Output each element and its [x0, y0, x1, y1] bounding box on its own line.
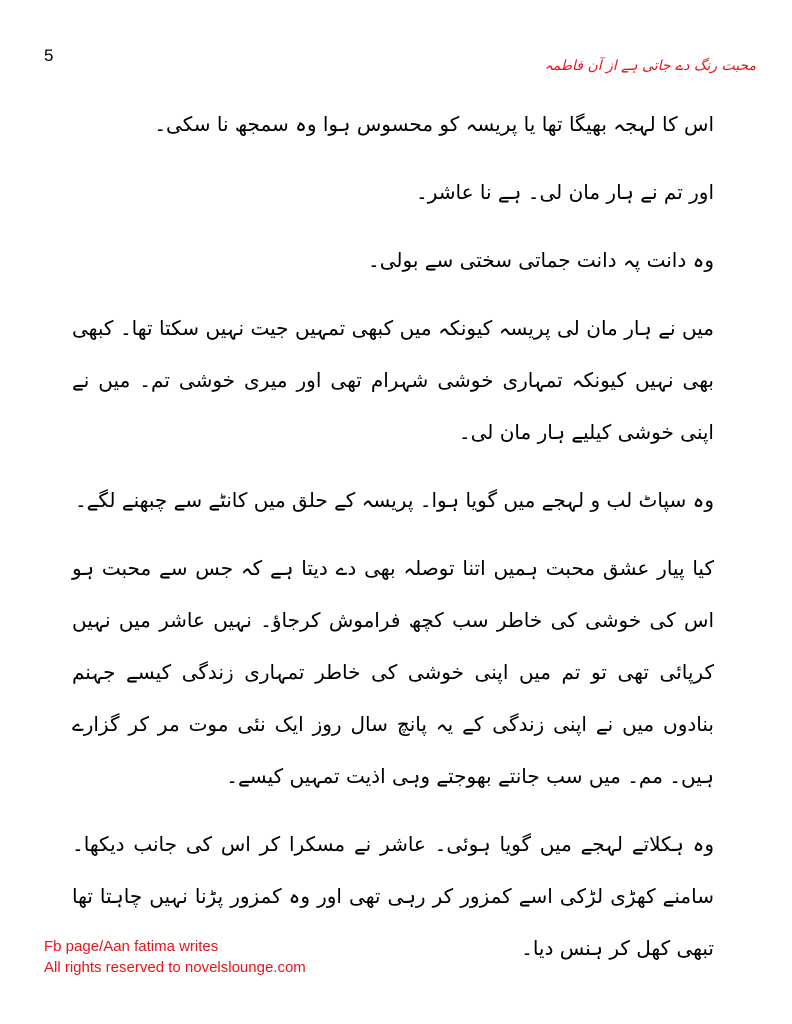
running-header-title: محبت رنگ دے جاتی ہے از آن فاطمہ	[544, 58, 756, 74]
paragraph-2: اور تم نے ہار مان لی۔ ہے نا عاشر۔	[416, 180, 714, 204]
footer-fb-page: Fb page/Aan fatima writes	[44, 938, 219, 955]
story-body	[72, 98, 714, 974]
paragraph-6: کیا پیار عشق محبت ہمیں اتنا توصلہ بھی دے دیتا ہے کہ جس سے محبت ہو اس کی خوشی کی خاطر سب کچھ فراموش کرجاؤ۔ نہیں عاشر میں نہیں کرپائی تھی تو تم میں اپنی خوشی کی خاطر تمہاری زندگی کیسے جہنم بنادوں میں نے اپنی زندگی کے یہ پانچ سال روز ایک نئی موت مر کر گزارے ہیں۔ مم۔ میں سب جانتے بھوجتے وہی اذیت تمہیں کیسے۔	[72, 556, 714, 788]
paragraph-5: وہ سپاٹ لب و لہجے میں گویا ہوا۔ پریسہ کے حلق میں کانٹے سے چبھنے لگے۔	[74, 488, 714, 512]
paragraph-4: میں نے ہار مان لی پریسہ کیونکہ میں کبھی تمہیں جیت نہیں سکتا تھا۔ کبھی بھی نہیں کیونکہ تمہاری خوشی شہرام تھی اور میری خوشی تم۔ میں نے اپنی خوشی کیلیے ہار مان لی۔	[72, 316, 714, 444]
paragraph-1: اس کا لہجہ بھیگا تھا یا پریسہ کو محسوس ہوا وہ سمجھ نا سکی۔	[154, 112, 714, 136]
paragraph-3: وہ دانت پہ دانت جماتی سختی سے بولی۔	[368, 248, 714, 272]
footer-copyright: All rights reserved to novelslounge.com	[44, 959, 306, 976]
footer	[44, 936, 306, 978]
paragraph-7: وہ ہکلاتے لہجے میں گویا ہوئی۔ عاشر نے مسکرا کر اس کی جانب دیکھا۔ سامنے کھڑی لڑکی اسے کمزور کر رہی تھی اور وہ کمزور پڑنا نہیں چاہتا تھا تبھی کھل کر ہنس دیا۔	[72, 832, 714, 960]
page-number: 5	[44, 46, 54, 65]
